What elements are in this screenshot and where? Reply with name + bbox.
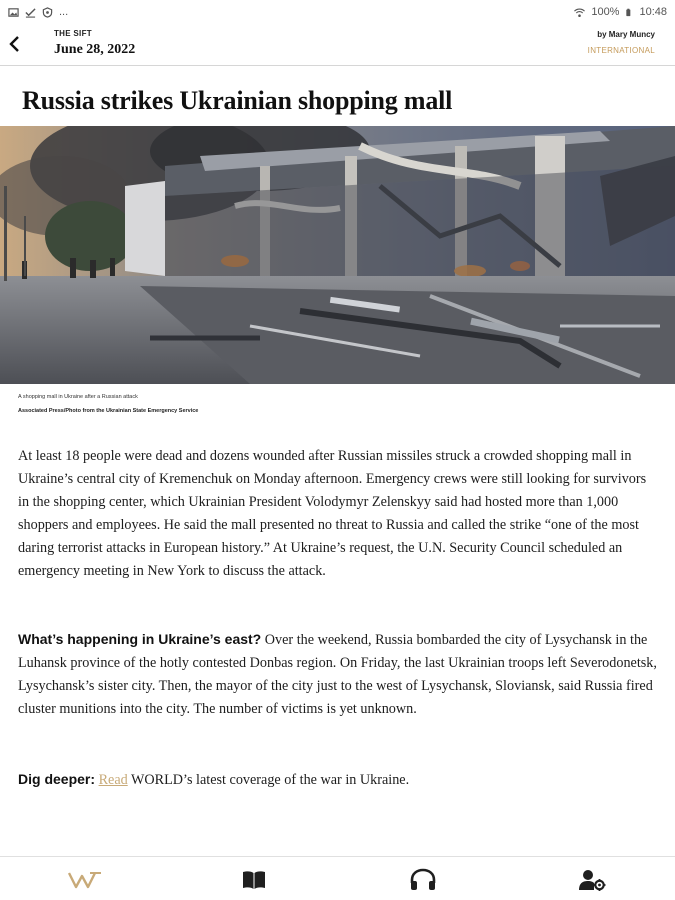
status-bar [0,0,675,24]
status-time: 10:48 [639,6,667,18]
status-left [8,6,68,18]
headphones-icon [409,868,437,892]
wifi-icon [574,7,585,18]
article-header [0,24,675,66]
nav-library[interactable] [237,867,271,893]
read-link[interactable]: Read [98,772,128,788]
book-icon [241,869,267,891]
battery-percent: 100% [591,6,620,18]
article-paragraph-1: At least 18 people were dead and dozens wounded after Russian missiles struck a crowded shopping mall in Ukraine’s central city of Kremenchuk on Monday afternoon. Emergency crews were still looking for survivors in the shopping center, which Ukrainian President Volodymyr Zelenskyy said had hosted more than 1,000 shoppers and employees. He said the mall presented no threat to Russia and called the strike “one of the most daring terrorist attacks in European history.” At Ukraine’s request, the U.N. Security Council scheduled an emergency meeting in New York to discuss the attack. [18,448,647,579]
check-icon [25,7,36,18]
article-paragraph-2 [18,628,658,721]
article-author[interactable]: by Mary Muncy [597,30,655,39]
section-kicker: THE SIFT [54,29,92,38]
paragraph-2-lead: What’s happening in Ukraine’s east? [18,631,262,647]
account-settings-icon [578,868,606,892]
article-photo [0,126,675,384]
paragraph-2-text: Over the weekend, Russia bombarded the city of Lysychansk in the Luhansk province of the hotly contested Donbas region. On Friday, the last Ukrainian troops left Severodonetsk, Lysychansk’s sister city. Then, the mayor of the city just to the west of Lysychansk, Sloviansk, said Russia fired cluster munitions into the city. The number of victims is yet unknown. [18,632,657,717]
bottom-navigation [0,856,675,900]
back-button[interactable] [4,30,26,58]
chevron-left-icon [8,35,22,53]
article-paragraph-3 [18,768,658,792]
destroyed-mall-image [0,126,675,384]
nav-audio[interactable] [406,867,440,893]
paragraph-3-lead: Dig deeper: [18,771,96,787]
battery-icon [625,7,633,18]
article-title: Russia strikes Ukrainian shopping mall [22,86,453,115]
shield-icon [42,7,53,18]
nav-home[interactable] [68,867,102,893]
nav-account[interactable] [575,867,609,893]
article-date: June 28, 2022 [54,42,136,57]
status-overflow: ... [59,6,69,18]
status-right [574,6,667,18]
paragraph-3-text: WORLD’s latest coverage of the war in Ukraine. [127,772,410,788]
world-logo-icon [68,870,102,890]
article-category[interactable]: INTERNATIONAL [587,46,655,55]
photo-credit: Associated Press/Photo from the Ukrainian State Emergency Service [18,408,199,414]
photo-caption: A shopping mall in Ukraine after a Russian attack [18,394,138,400]
gallery-icon [8,7,19,18]
